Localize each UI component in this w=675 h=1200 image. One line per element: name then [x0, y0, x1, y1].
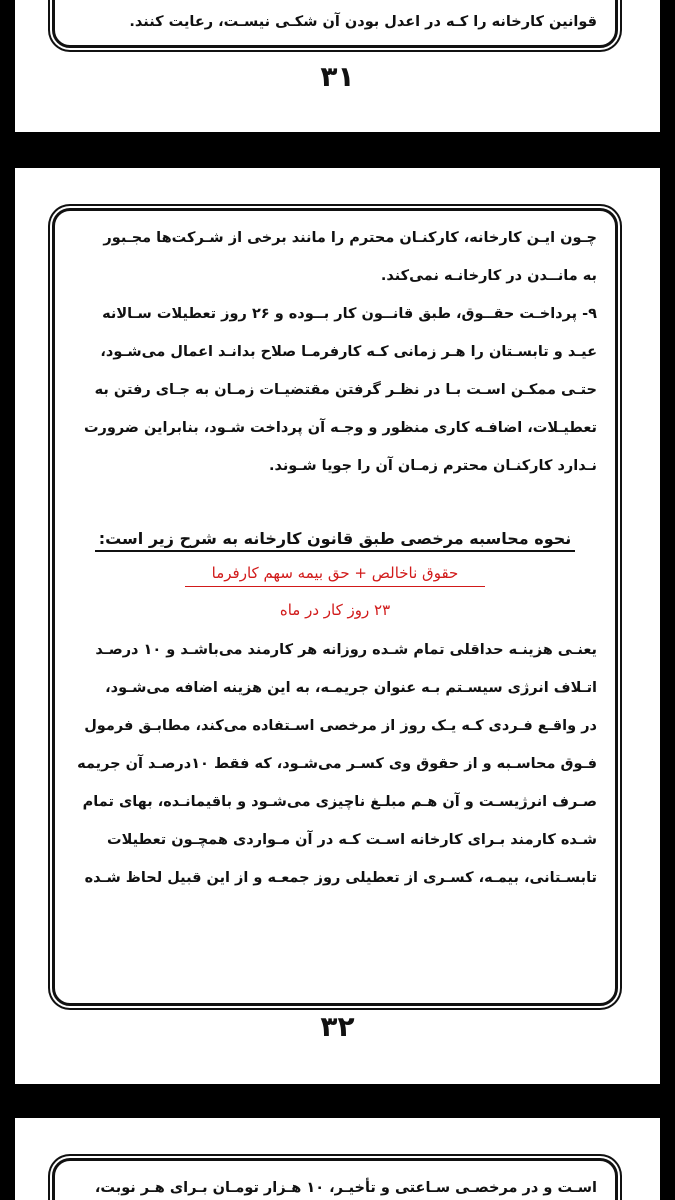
formula-fraction-line: [185, 586, 485, 587]
page-31-frame: [52, 0, 618, 48]
formula: [55, 564, 615, 619]
page-32-frame: [52, 208, 618, 1006]
page-31: [15, 0, 660, 132]
formula-numerator: حقوق ناخالص + حق بیمه سهم کارفرما: [211, 564, 459, 582]
paragraph-1: [55, 219, 615, 295]
page-32: [15, 168, 660, 1084]
paragraph-2: [55, 295, 615, 485]
text-line: فـوق محاسـبه و از حقوق وی کسـر می‌شـود، که فقط ۱۰درصـد آن جریمه: [77, 756, 597, 772]
text-line: در واقـع فـردی کـه یـک روز از مرخصی اسـتفاده می‌کند، مطابـق فرمول: [84, 718, 597, 734]
text-line: اتـلاف انرژی سیسـتم بـه عنوان جریمـه، به این هزینه اضافه می‌شـود،: [105, 680, 597, 696]
formula-denominator: ۲۳ روز کار در ماه: [279, 601, 391, 619]
text-line: عیـد و تابسـتان را هـر زمانی کـه کارفرمـا صلاح بدانـد اعمال می‌شـود،: [100, 344, 597, 360]
text-line: نـدارد کارکنـان محترم زمـان آن را جویا شـوند.: [268, 458, 597, 474]
page-33-frame: [52, 1158, 618, 1200]
text-line: شـده کارمند بـرای کارخانه اسـت کـه در آن مـواردی همچـون تعطیلات: [107, 832, 597, 848]
page-number-31: ۳۱: [320, 60, 355, 93]
text-line: یعنـی هزینـه حداقلی تمام شـده روزانه هر کارمند می‌باشـد و ۱۰ درصـد: [95, 642, 597, 658]
text-line: به مانــدن در کارخانـه نمی‌کند.: [380, 268, 597, 284]
text-line: صـرف انرژیسـت و آن هـم مبلـغ ناچیزی می‌شـود و باقیمانـده، بهای تمام: [82, 794, 597, 810]
page-33-text-line: اسـت و در مرخصـی سـاعتی و تأخیـر، ۱۰ هـزار تومـان بـرای هـر نوبت،: [94, 1180, 597, 1196]
section-heading-text: نحوه محاسبه مرخصی طبق قانون کارخانه به شرح زیر است:: [95, 529, 576, 552]
text-line: تعطیـلات، اضافـه کاری منظور و وجـه آن پرداخت شـود، بنابراین ضرورت: [83, 420, 597, 436]
text-line: ۹- پرداخـت حقــوق، طبق قانــون کار بــوده و ۲۶ روز تعطیلات سـالانه: [102, 306, 597, 322]
text-line: تابسـتانی، بیمـه، کسـری از تعطیلی روز جمعـه و از این قبیل لحاظ شـده: [84, 870, 597, 886]
text-line: چـون ایـن کارخانه، کارکنـان محترم را مانند برخی از شـرکت‌ها مجـبور: [103, 230, 597, 246]
paragraph-3: [55, 631, 615, 897]
page-31-text-line: قوانین کارخانه را کـه در اعدل بودن آن شکـی نیسـت، رعایت کنند.: [129, 14, 597, 30]
page-33: [15, 1118, 660, 1200]
text-line: حتـی ممکـن اسـت بـا در نظـر گرفتن مقتضیـات زمـان به جـای رفتن به: [94, 382, 597, 398]
section-heading: [55, 529, 615, 548]
page-number-32: ۳۲: [320, 1010, 355, 1043]
